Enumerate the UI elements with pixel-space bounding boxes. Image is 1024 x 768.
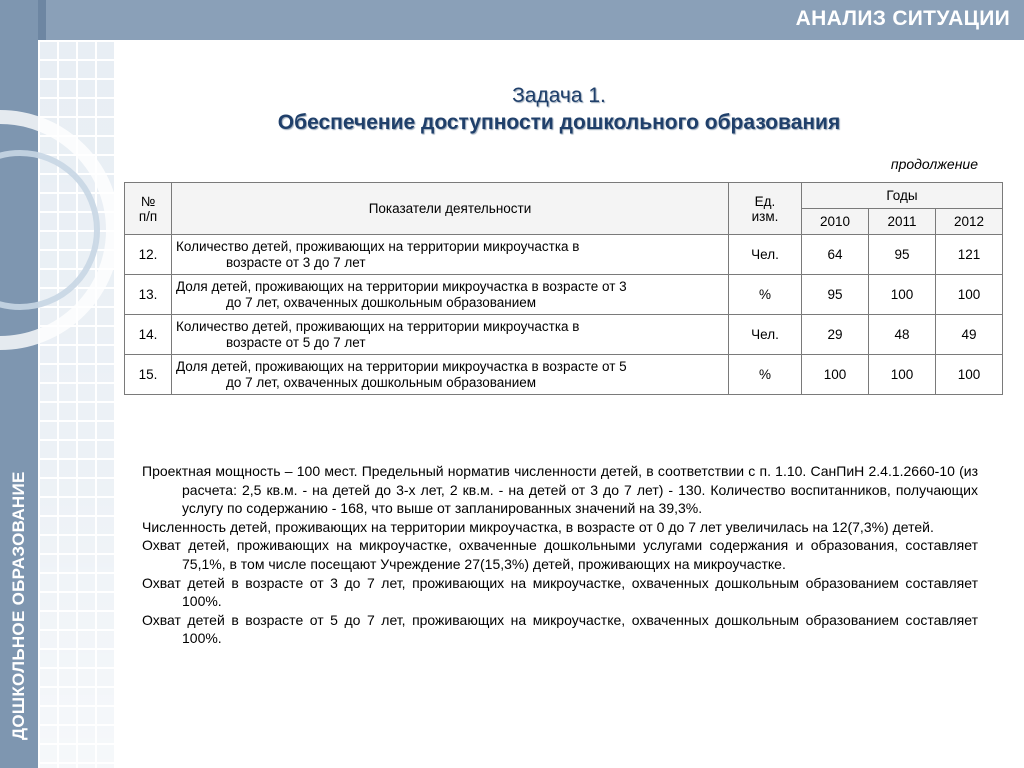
row-unit: % — [729, 275, 802, 315]
header-indicator: Показатели деятельности — [172, 183, 729, 235]
analysis-text — [142, 462, 978, 648]
header-bar — [38, 0, 1024, 40]
row-value-2010: 100 — [802, 355, 869, 395]
row-num: 13. — [125, 275, 172, 315]
row-indicator-line2: возрасте от 5 до 7 лет — [226, 334, 366, 350]
row-indicator-line2: возрасте от 3 до 7 лет — [226, 254, 366, 270]
row-value-2011: 100 — [869, 355, 936, 395]
header-num — [125, 183, 172, 235]
row-value-2011: 100 — [869, 275, 936, 315]
row-value-2010: 64 — [802, 235, 869, 275]
table-row — [125, 315, 1003, 355]
row-num: 12. — [125, 235, 172, 275]
paragraph-coverage-3-7: Охват детей в возрасте от 3 до 7 лет, проживающих на микроучастке, охваченных дошкольным образованием составляет 100%. — [142, 574, 978, 610]
row-indicator-line1: Доля детей, проживающих на территории микроучастка в возрасте от 5 — [176, 358, 627, 374]
row-value-2011: 95 — [869, 235, 936, 275]
header-year-2012: 2012 — [936, 209, 1003, 235]
row-indicator-line2: до 7 лет, охваченных дошкольным образованием — [226, 294, 537, 310]
row-value-2010: 29 — [802, 315, 869, 355]
row-value-2012: 100 — [936, 355, 1003, 395]
header-num-line2: п/п — [138, 208, 158, 224]
row-indicator — [172, 275, 729, 315]
paragraph-coverage: Охват детей, проживающих на микроучастке, охваченные дошкольными услугами содержания и образования, составляет 75,1%, в том числе посещают Учреждение 27(15,3%) детей, проживающих на микроучастке. — [142, 537, 978, 572]
row-indicator-line1: Доля детей, проживающих на территории микроучастка в возрасте от 3 — [176, 278, 627, 294]
row-num: 14. — [125, 315, 172, 355]
header-unit — [729, 183, 802, 235]
header-year-2011: 2011 — [869, 209, 936, 235]
task-title: Обеспечение доступности дошкольного образования — [277, 111, 841, 134]
header-accent — [38, 0, 46, 40]
row-indicator-line1: Количество детей, проживающих на территории микроучастка в — [176, 238, 580, 254]
header-unit-line2: изм. — [751, 208, 779, 224]
header-unit-line1: Ед. — [754, 193, 776, 209]
row-indicator-line2: до 7 лет, охваченных дошкольным образованием — [226, 374, 537, 390]
row-value-2012: 100 — [936, 275, 1003, 315]
paragraph-population: Численность детей, проживающих на территории микроучастка, в возрасте от 0 до 7 лет увеличилась на 12(7,3%) детей. — [142, 518, 934, 535]
row-value-2012: 121 — [936, 235, 1003, 275]
row-indicator — [172, 315, 729, 355]
row-value-2010: 95 — [802, 275, 869, 315]
paragraph-capacity: Проектная мощность – 100 мест. Предельный норматив численности детей, в соответствии с п. 1.10. СанПиН 2.4.1.2660-10 (из расчета: 2,5 кв.м. - на детей до 3-х лет, 2 кв.м. - на детей от 3 до 7 лет) - 130. Количество воспитанников, получающих услугу по содержанию - 168, что выше от запланированных значений на 39,3%. — [142, 463, 978, 517]
sidebar-vertical-label: ДОШКОЛЬНОЕ ОБРАЗОВАНИЕ — [9, 471, 28, 740]
table-row — [125, 275, 1003, 315]
task-number: Задача 1. — [512, 84, 606, 107]
row-indicator-line1: Количество детей, проживающих на территории микроучастка в — [176, 318, 580, 334]
table-row — [125, 355, 1003, 395]
table-row — [125, 235, 1003, 275]
header-title: АНАЛИЗ СИТУАЦИИ — [795, 7, 1010, 30]
row-unit: % — [729, 355, 802, 395]
header-num-line1: № — [140, 193, 156, 209]
header-year-2010: 2010 — [802, 209, 869, 235]
row-num: 15. — [125, 355, 172, 395]
row-unit: Чел. — [729, 315, 802, 355]
row-unit: Чел. — [729, 235, 802, 275]
row-indicator — [172, 355, 729, 395]
paragraph-coverage-5-7: Охват детей в возрасте от 5 до 7 лет, проживающих на микроучастке, охваченных дошкольным образованием составляет 100%. — [142, 611, 978, 647]
row-value-2012: 49 — [936, 315, 1003, 355]
vertical-label-box — [0, 400, 38, 740]
indicators-table — [124, 182, 1003, 395]
row-value-2011: 48 — [869, 315, 936, 355]
header-years: Годы — [802, 183, 1003, 209]
row-indicator — [172, 235, 729, 275]
table-header-row — [125, 183, 1003, 209]
continuation-label: продолжение — [890, 156, 978, 172]
